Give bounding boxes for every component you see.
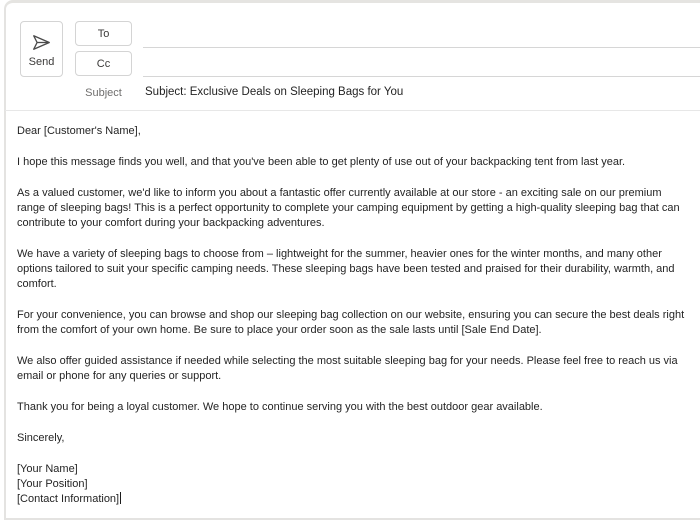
- signature-name: [Your Name]: [17, 462, 692, 477]
- body-paragraph: I hope this message finds you well, and that you've been able to get plenty of use out of your backpacking tent from last year.: [17, 155, 692, 170]
- body-paragraph: Thank you for being a loyal customer. We hope to continue serving you with the best outdoor gear available.: [17, 400, 692, 415]
- to-button[interactable]: [75, 21, 132, 46]
- body-paragraph: We also offer guided assistance if needed while selecting the most suitable sleeping bag for your needs. Please feel free to reach us via email or phone for any queries or support.: [17, 354, 692, 384]
- send-button[interactable]: [20, 21, 63, 77]
- body-paragraph: For your convenience, you can browse and shop our sleeping bag collection on our website, ensuring you can secure the best deals right from the comfort of your own home. Be sure to place your order soon as the sale lasts until [Sale End Date].: [17, 308, 692, 338]
- cc-button[interactable]: [75, 51, 132, 76]
- to-button-label: To: [98, 28, 110, 40]
- subject-label: Subject: [75, 87, 132, 99]
- body-paragraph-closing: Sincerely,: [17, 431, 692, 446]
- body-paragraph-greeting: Dear [Customer's Name],: [17, 124, 692, 139]
- body-paragraph: We have a variety of sleeping bags to choose from – lightweight for the summer, heavier ones for the winter months, and many other options tailored to suit your specific camping needs. These sleeping bags have been tested and praised for their durability, warmth, and comfort.: [17, 247, 692, 292]
- signature-contact: [Contact Information]: [17, 492, 692, 507]
- body-paragraph: As a valued customer, we'd like to inform you about a fantastic offer currently available at our store - an exciting sale on our premium range of sleeping bags! This is a perfect opportunity to complete your camping equipment by getting a high-quality sleeping bag that can contribute to your comfort during your backpacking adventures.: [17, 186, 692, 231]
- cc-recipients-input[interactable]: [143, 51, 700, 77]
- to-recipients-input[interactable]: [143, 21, 700, 48]
- text-cursor: [120, 492, 121, 504]
- email-body-editor[interactable]: [0, 111, 700, 517]
- cc-button-label: Cc: [97, 58, 110, 70]
- send-paper-plane-icon: [31, 32, 52, 53]
- send-button-label: Send: [29, 56, 55, 68]
- subject-input[interactable]: Subject: Exclusive Deals on Sleeping Bags for You: [145, 86, 692, 98]
- signature-position: [Your Position]: [17, 477, 692, 492]
